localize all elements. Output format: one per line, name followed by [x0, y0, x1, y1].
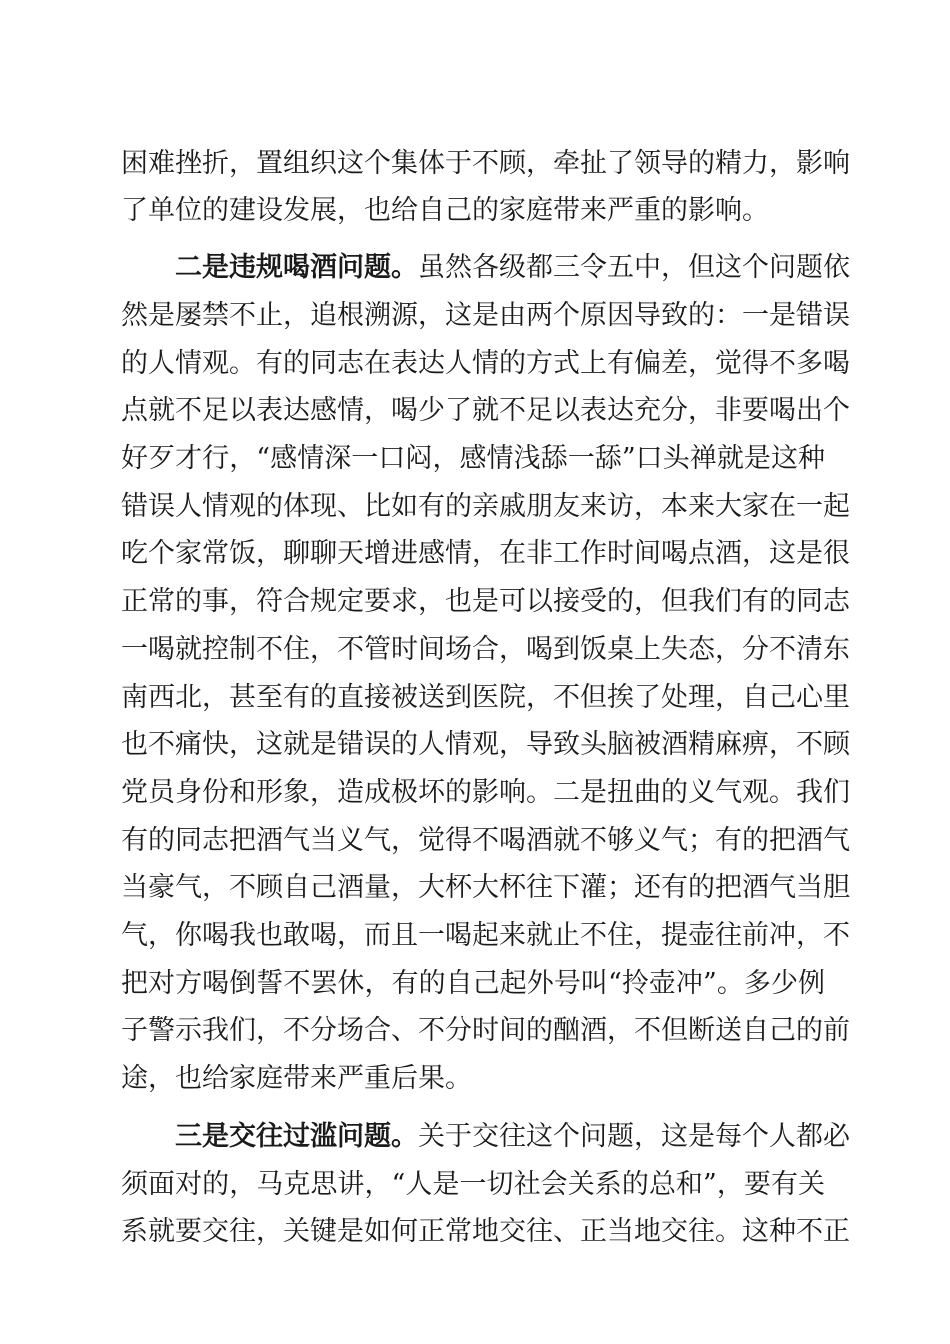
body-text-line: 点就不足以表达感情，喝少了就不足以表达充分，非要喝出个 [121, 395, 850, 426]
body-text-line: 有的同志把酒气当义气，觉得不喝酒就不够义气；有的把酒气 [121, 825, 850, 856]
body-text-line: 须面对的，马克思讲，“人是一切社会关系的总和”，要有关 [121, 1169, 825, 1200]
body-text-span: 关于交往这个问题，这是每个人都必 [418, 1121, 850, 1152]
body-text-line: 错误人情观的体现、比如有的亲戚朋友来访，本来大家在一起 [121, 491, 850, 522]
body-text-span: 虽然各级都三令五中，但这个问题依 [418, 252, 850, 283]
body-text-line: 气，你喝我也敢喝，而且一喝起来就止不住，提壶往前冲，不 [121, 920, 850, 951]
body-text-line: 也不痛快，这就是错误的人情观，导致头脑被酒精麻痹，不顾 [121, 729, 850, 760]
body-text-line: 吃个家常饭，聊聊天增进感情，在非工作时间喝点酒，这是很 [121, 538, 850, 569]
body-text-line: 系就要交往，关键是如何正常地交往、正当地交往。这种不正 [121, 1216, 850, 1247]
paragraph-item-3-first-line [175, 1114, 850, 1160]
body-text-line: 子警示我们，不分场合、不分时间的酗酒，不但断送自己的前 [121, 1015, 850, 1046]
paragraph-lead-heading: 三是交往过滥问题。 [175, 1121, 418, 1152]
body-text-line: 好歹才行，“感情深一口闷，感情浅舔一舔”口头禅就是这种 [121, 443, 825, 474]
body-text-line: 然是屡禁不止，追根溯源，这是由两个原因导致的：一是错误 [121, 300, 850, 331]
paragraph-lead-heading: 二是违规喝酒问题。 [175, 252, 418, 283]
body-text-line: 南西北，甚至有的直接被送到医院，不但挨了处理，自己心里 [121, 682, 850, 713]
body-text-line: 党员身份和形象，造成极坏的影响。二是扭曲的义气观。我们 [121, 777, 850, 808]
body-text-line: 了单位的建设发展，也给自己的家庭带来严重的影响。 [121, 195, 769, 226]
body-text-line: 把对方喝倒誓不罢休，有的自己起外号叫“拎壶冲”。多少例 [121, 968, 825, 999]
body-text-line: 途，也给家庭带来严重后果。 [121, 1063, 472, 1094]
body-text-line: 正常的事，符合规定要求，也是可以接受的，但我们有的同志 [121, 586, 850, 617]
paragraph-item-2-first-line [175, 245, 850, 291]
body-text-line: 一喝就控制不住，不管时间场合，喝到饭桌上失态，分不清东 [121, 634, 850, 665]
body-text-line: 困难挫折，置组织这个集体于不顾，牵扯了领导的精力，影响 [121, 148, 850, 179]
body-text-line: 当豪气，不顾自己酒量，大杯大杯往下灌；还有的把酒气当胆 [121, 872, 850, 903]
body-text-line: 的人情观。有的同志在表达人情的方式上有偏差，觉得不多喝 [121, 348, 850, 379]
